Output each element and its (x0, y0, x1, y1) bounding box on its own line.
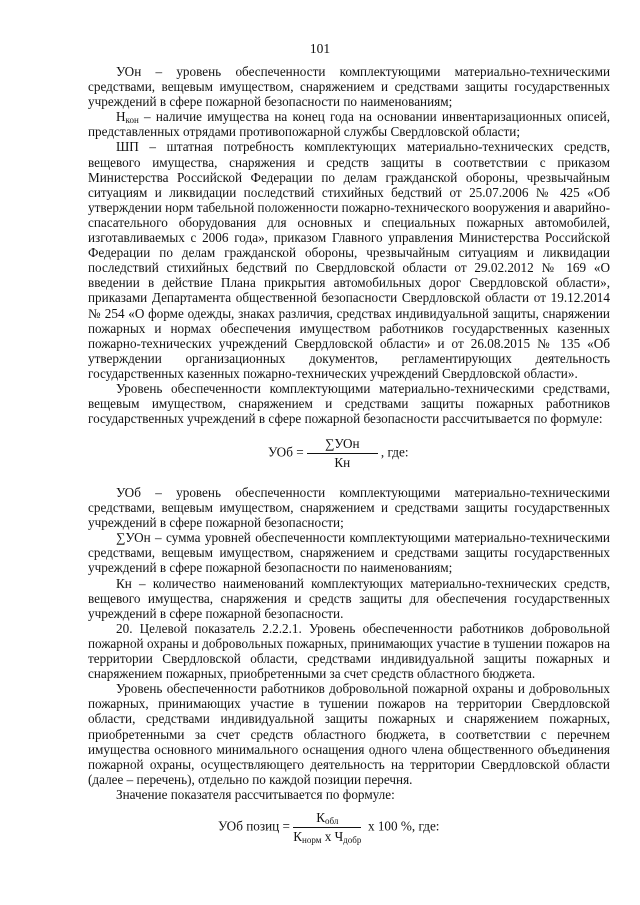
definition-uob: УОб – уровень обеспеченности комплектующими материально-техническими средствами, вещевым имуществом, снаряжением и средствами защиты государственных учреждений в сфере пожарной безопасности; (88, 485, 610, 531)
paragraph-formula-intro-2: Значение показателя рассчитывается по формуле: (116, 786, 395, 802)
definition-sum-uon: ∑УОн – сумма уровней обеспеченности комплектующими материально-техническими средствами, вещевым имуществом, снаряжением и средствами защиты государственных учреждений в сфере пожарной безопасности по наименованиям; (88, 530, 610, 576)
text-block-bottom (88, 485, 610, 802)
text-block-top (88, 64, 610, 426)
definition-kn: Кн – количество наименований комплектующих материально-технических средств, вещевого имущества, снаряжения и средств защиты для обеспечения государственных учреждений в сфере пожарной безопасности. (88, 575, 610, 621)
formula-uob-pozic (218, 810, 439, 845)
formula-uob-denominator: Кн (334, 455, 351, 470)
formula-uob-tail: , где: (380, 444, 409, 460)
paragraph-formula-intro: Уровень обеспеченности комплектующими материально-техническими средствами, вещевым имуществом, снаряжением и средствами защиты пожарных работников государственных учреждений в сфере пожарной безопасности рассчитывается по формуле: (88, 380, 610, 427)
definition-shp: ШП – штатная потребность комплектующих материально-технических средств, вещевого имущества, снаряжения и средств защиты в соответствии с приказом Министерства Российской Федерации по делам гражданской обороны, чрезвычайным ситуациям и ликвидации последствий стихийных бедствий от 25.07.2006 № 425 «Об утверждении норм табельной положенности пожарно-технического вооружения и аварийно-спасательного оборудования для основных и специальных пожарных автомобилей, изготавливаемых с 2006 года», приказом Главного управления Министерства Российской Федерации по делам гражданской обороны, чрезвычайным ситуациям и ликвидации последствий стихийных бедствий по Свердловской области от 29.02.2012 № 169 «О введении в действие Плана прикрытия автомобильных дорог Свердловской области», приказами Департамента общественной безопасности Свердловской области от 19.12.2014 № 254 «О форме одежды, знаках различия, средствах индивидуальной защиты, снаряжении пожарных и нормах обеспечения имуществом работников государственных казенных пожарно-технических учреждений Свердловской области» и от 26.08.2015 № 135 «Об утверждении организационных документов, регламентирующих деятельность государственных казенных пожарно-технических учреждений Свердловской области». (88, 139, 611, 381)
formula-uob-lhs: УОб = (268, 444, 304, 460)
page-number: 101 (309, 41, 331, 56)
hkon-symbol: $Н_{кон}$ (116, 109, 139, 126)
formula-uob-fraction (307, 436, 378, 471)
formula-pozic-lhs: УОб позиц = (218, 818, 290, 834)
formula-pozic-fraction (293, 810, 361, 845)
paragraph-indicator-20: 20. Целевой показатель 2.2.2.1. Уровень обеспеченности работников добровольной пожарной охраны и добровольных пожарных, принимающих участие в тушении пожаров на территории Свердловской области, средствами индивидуальной защиты пожарных и снаряжением пожарных, приобретенными за счет средств областного бюджета. (88, 620, 610, 682)
formula-uob (268, 436, 409, 471)
paragraph-equipment-level: Уровень обеспеченности работников добровольной пожарной охраны и добровольных пожарных, принимающих участие в тушении пожаров на территории Свердловской области, средствами индивидуальной защиты пожарных и снаряжением пожарных, приобретенными за счет средств областного бюджета, в соответствии с перечнем имущества основного минимального оснащения одного члена общественного объединения пожарной охраны, осуществляющего деятельность на территории Свердловской области (далее – перечень), отдельно по каждой позиции перечня. (88, 681, 610, 787)
definition-uon: УОн – уровень обеспеченности комплектующими материально-техническими средствами, вещевым имуществом, снаряжением и средствами защиты государственных учреждений в сфере пожарной безопасности по наименованиям; (88, 64, 610, 110)
formula-uob-numerator: ∑УОн (307, 436, 378, 454)
formula-pozic-numerator: $К_{обл}$ (293, 810, 361, 828)
definition-hkon: $Н_{кон}$ – наличие имущества на конец года на основании инвентаризационных описей, представленных отрядами противопожарной службы Свердловской области; (88, 109, 611, 140)
formula-pozic-tail: х 100 %, где: (364, 818, 440, 834)
formula-pozic-denominator: $К_{норм}$ х $Ч_{добр}$ (293, 829, 362, 845)
